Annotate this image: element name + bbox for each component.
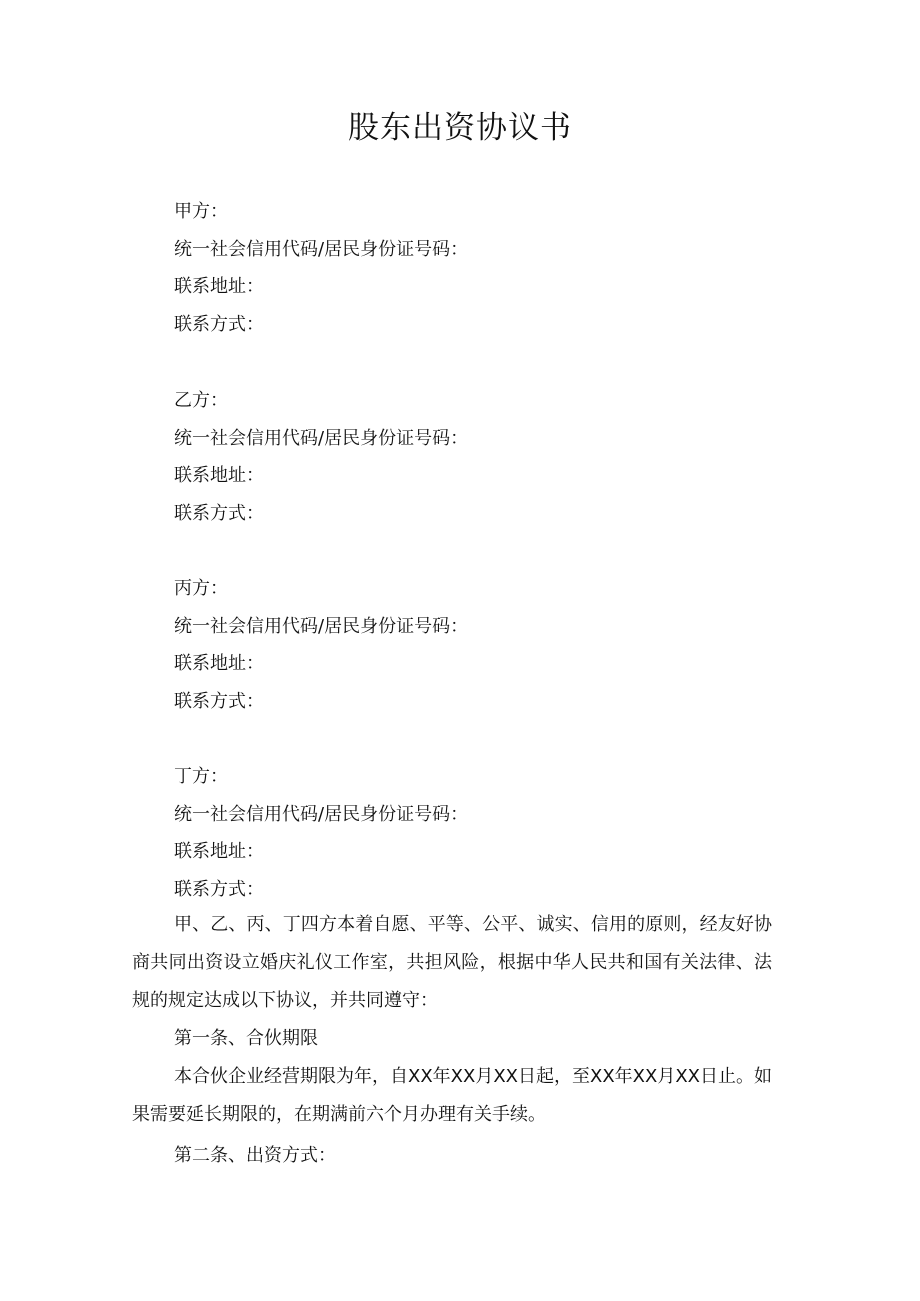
party-a-id-label: 统一社会信用代码/居民身份证号码： (174, 238, 469, 260)
party-b-id-label: 统一社会信用代码/居民身份证号码： (174, 427, 469, 449)
article-1-paragraph: 本合伙企业经营期限为年，自XX年XX月XX日起，至XX年XX月XX日止。如果需要延长期限的，在期满前六个月办理有关手续。 (132, 1066, 772, 1125)
party-d-contact-label: 联系方式： (174, 878, 264, 900)
party-d-block (174, 758, 794, 908)
intro-paragraph: 甲、乙、丙、丁四方本着自愿、平等、公平、诚实、信用的原则，经友好协商共同出资设立婚庆礼仪工作室，共担风险，根据中华人民共和国有关法律、法规的规定达成以下协议，并共同遵守： (132, 914, 772, 1011)
party-d-address-label: 联系地址： (174, 841, 264, 862)
party-c-name-label: 丙方： (174, 578, 228, 599)
party-b-address-label: 联系地址： (174, 465, 264, 486)
party-d-name-label: 丁方： (174, 766, 228, 787)
party-c-address-label: 联系地址： (174, 653, 264, 674)
article-2-heading: 第二条、出资方式： (174, 1145, 336, 1166)
party-a-block (174, 193, 794, 343)
party-c-contact-label: 联系方式： (174, 690, 264, 712)
party-b-contact-label: 联系方式： (174, 502, 264, 524)
party-a-contact-label: 联系方式： (174, 313, 264, 335)
party-b-name-label: 乙方： (174, 390, 228, 411)
party-d-id-label: 统一社会信用代码/居民身份证号码： (174, 803, 469, 825)
party-b-block (174, 382, 794, 532)
page-title: 股东出资协议书 (348, 110, 572, 146)
party-c-block (174, 570, 794, 720)
party-a-address-label: 联系地址： (174, 276, 264, 297)
party-c-id-label: 统一社会信用代码/居民身份证号码： (174, 615, 469, 637)
party-a-name-label: 甲方： (174, 201, 228, 222)
article-1-heading: 第一条、合伙期限 (174, 1028, 318, 1049)
agreement-body (132, 906, 772, 1175)
